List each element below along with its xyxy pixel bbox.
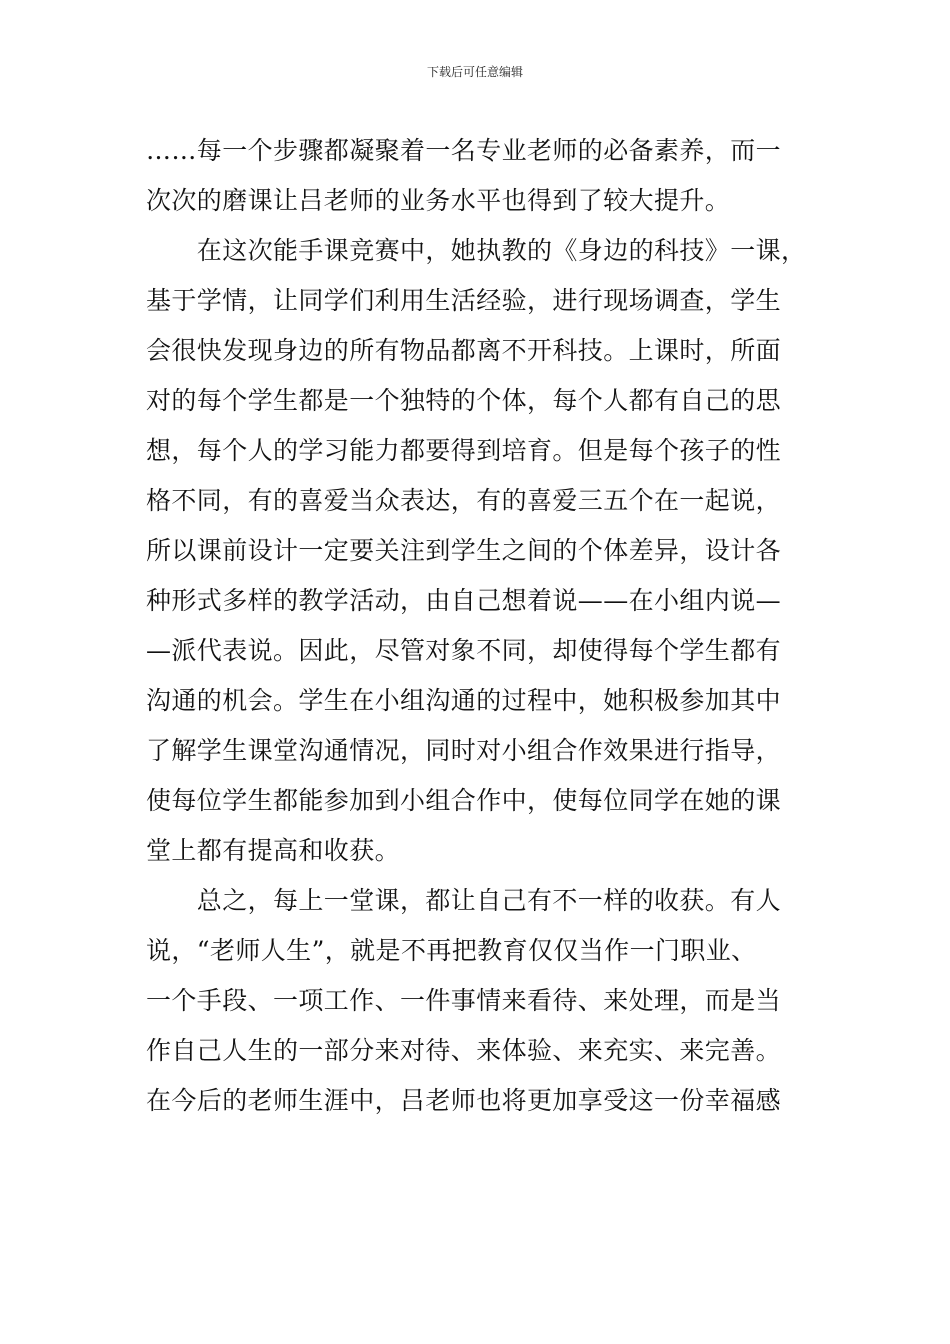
text-line: 作自己人生的一部分来对待、来体验、来充实、来完善。 bbox=[146, 1036, 782, 1065]
text-line: ……每一个步骤都凝聚着一名专业老师的必备素养，而一 bbox=[146, 136, 782, 165]
text-line: 了解学生课堂沟通情况，同时对小组合作效果进行指导， bbox=[146, 736, 782, 765]
text-line: 沟通的机会。学生在小组沟通的过程中，她积极参加其中 bbox=[146, 686, 782, 715]
text-line: 堂上都有提高和收获。 bbox=[146, 836, 401, 865]
text-line: 一个手段、一项工作、一件事情来看待、来处理，而是当 bbox=[146, 986, 782, 1015]
page-header: 下载后可任意编辑 bbox=[426, 65, 523, 79]
text-line: 会很快发现身边的所有物品都离不开科技。上课时，所面 bbox=[146, 336, 782, 365]
text-line: 说，“老师人生”，就是不再把教育仅仅当作一门职业、 bbox=[146, 936, 757, 965]
text-line: 在今后的老师生涯中，吕老师也将更加享受这一份幸福感 bbox=[146, 1086, 782, 1115]
text-line: 对的每个学生都是一个独特的个体，每个人都有自己的思 bbox=[146, 386, 782, 415]
text-line: 使每位学生都能参加到小组合作中，使每位同学在她的课 bbox=[146, 786, 782, 815]
text-line: 总之，每上一堂课，都让自己有不一样的收获。有人 bbox=[146, 886, 782, 915]
text-line: 想，每个人的学习能力都要得到培育。但是每个孩子的性 bbox=[146, 436, 782, 465]
text-line: 格不同，有的喜爱当众表达，有的喜爱三五个在一起说， bbox=[146, 486, 782, 515]
text-line: 基于学情，让同学们利用生活经验，进行现场调查，学生 bbox=[146, 286, 782, 315]
text-line: 所以课前设计一定要关注到学生之间的个体差异，设计各 bbox=[146, 536, 782, 565]
text-line: 次次的磨课让吕老师的业务水平也得到了较大提升。 bbox=[146, 186, 731, 215]
text-line: —派代表说。因此，尽管对象不同，却使得每个学生都有 bbox=[146, 636, 782, 665]
text-line: 在这次能手课竞赛中，她执教的《身边的科技》一课， bbox=[146, 236, 807, 265]
text-line: 种形式多样的教学活动，由自己想着说——在小组内说— bbox=[146, 586, 782, 615]
body-text bbox=[146, 126, 836, 1126]
